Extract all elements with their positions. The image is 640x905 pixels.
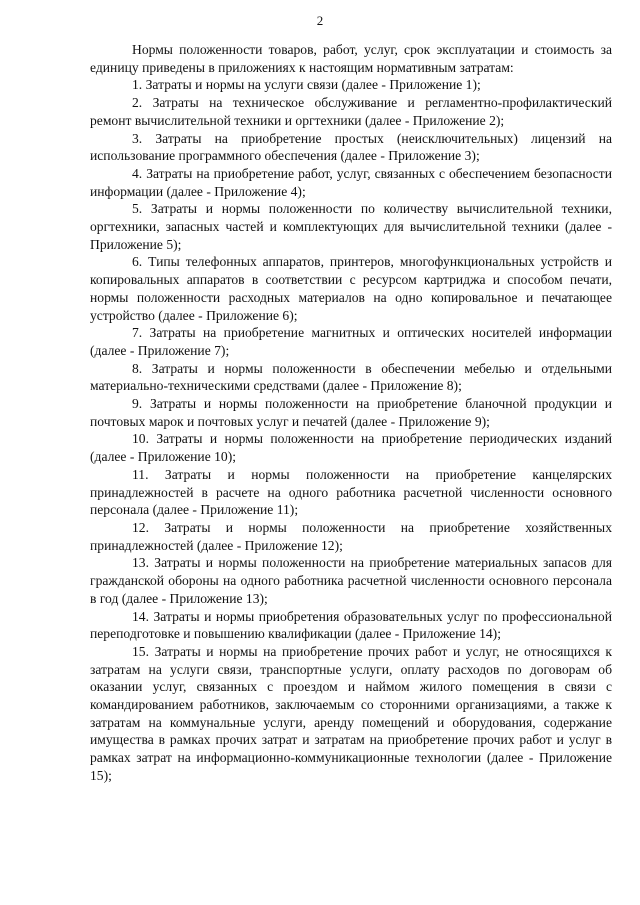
document-body <box>90 41 612 785</box>
list-item: 14. Затраты и нормы приобретения образовательных услуг по профессиональной переподготовке и повышению квалификации (далее - Приложение 14); <box>90 608 612 642</box>
list-item: 2. Затраты на техническое обслуживание и регламентно-профилактический ремонт вычислительной техники и оргтехники (далее - Приложение 2); <box>90 95 612 128</box>
list-item: 6. Типы телефонных аппаратов, принтеров, многофункциональных устройств и копировальных аппаратов в соответствии с ресурсом картриджа и способом печати, нормы положенности расходных материалов на одно копировальное и печатающее устройство (далее - Приложение 6); <box>90 254 612 323</box>
list-item: 4. Затраты на приобретение работ, услуг, связанных с обеспечением безопасности информации (далее - Приложение 4); <box>90 165 612 199</box>
list-item: 9. Затраты и нормы положенности на приобретение бланочной продукции и почтовых марок и почтовых услуг и печатей (далее - Приложение 9); <box>90 396 612 429</box>
list-item: 8. Затраты и нормы положенности в обеспечении мебелью и отдельными материально-техническими средствами (далее - Приложение 8); <box>90 360 612 394</box>
list-item: 11. Затраты и нормы положенности на приобретение канцелярских принадлежностей в расчете на одного работника расчетной численности основного персонала (далее - Приложение 11); <box>90 466 612 518</box>
list-item: 7. Затраты на приобретение магнитных и оптических носителей информации (далее - Приложение 7); <box>90 325 612 358</box>
list-item: 15. Затраты и нормы на приобретение прочих работ и услуг, не относящихся к затратам на услуги связи, транспортные услуги, оплату расходов по договорам об оказании услуг, связанных с проездом и наймом жилого помещения в связи с командированием работников, заключаемым со сторонними организациями, а также к затратам на коммунальные услуги, аренду помещений и оборудования, содержание имущества в рамках прочих затрат и затратам на приобретение прочих работ и услуг в рамках затрат на информационно-коммуникационные технологии (далее - Приложение 15); <box>90 643 612 783</box>
list-item: 5. Затраты и нормы положенности по количеству вычислительной техники, оргтехники, запасных частей и комплектующих для вычислительной техники (далее - Приложение 5); <box>90 201 612 252</box>
list-item: 12. Затраты и нормы положенности на приобретение хозяйственных принадлежностей (далее - Приложение 12); <box>90 519 612 553</box>
list-item: 3. Затраты на приобретение простых (неисключительных) лицензий на использование программного обеспечения (далее - Приложение 3); <box>90 130 612 164</box>
page-number: 2 <box>316 13 324 28</box>
list-item: 13. Затраты и нормы положенности на приобретение материальных запасов для гражданской обороны на одного работника расчетной численности основного персонала в год (далее - Приложение 13); <box>90 555 612 606</box>
list-item: 1. Затраты и нормы на услуги связи (далее - Приложение 1); <box>132 77 481 93</box>
intro-paragraph: Нормы положенности товаров, работ, услуг, срок эксплуатации и стоимость за единицу приведены в приложениях к настоящим нормативным затратам: <box>90 42 612 75</box>
list-item: 10. Затраты и нормы положенности на приобретение периодических изданий (далее - Приложение 10); <box>90 431 612 465</box>
